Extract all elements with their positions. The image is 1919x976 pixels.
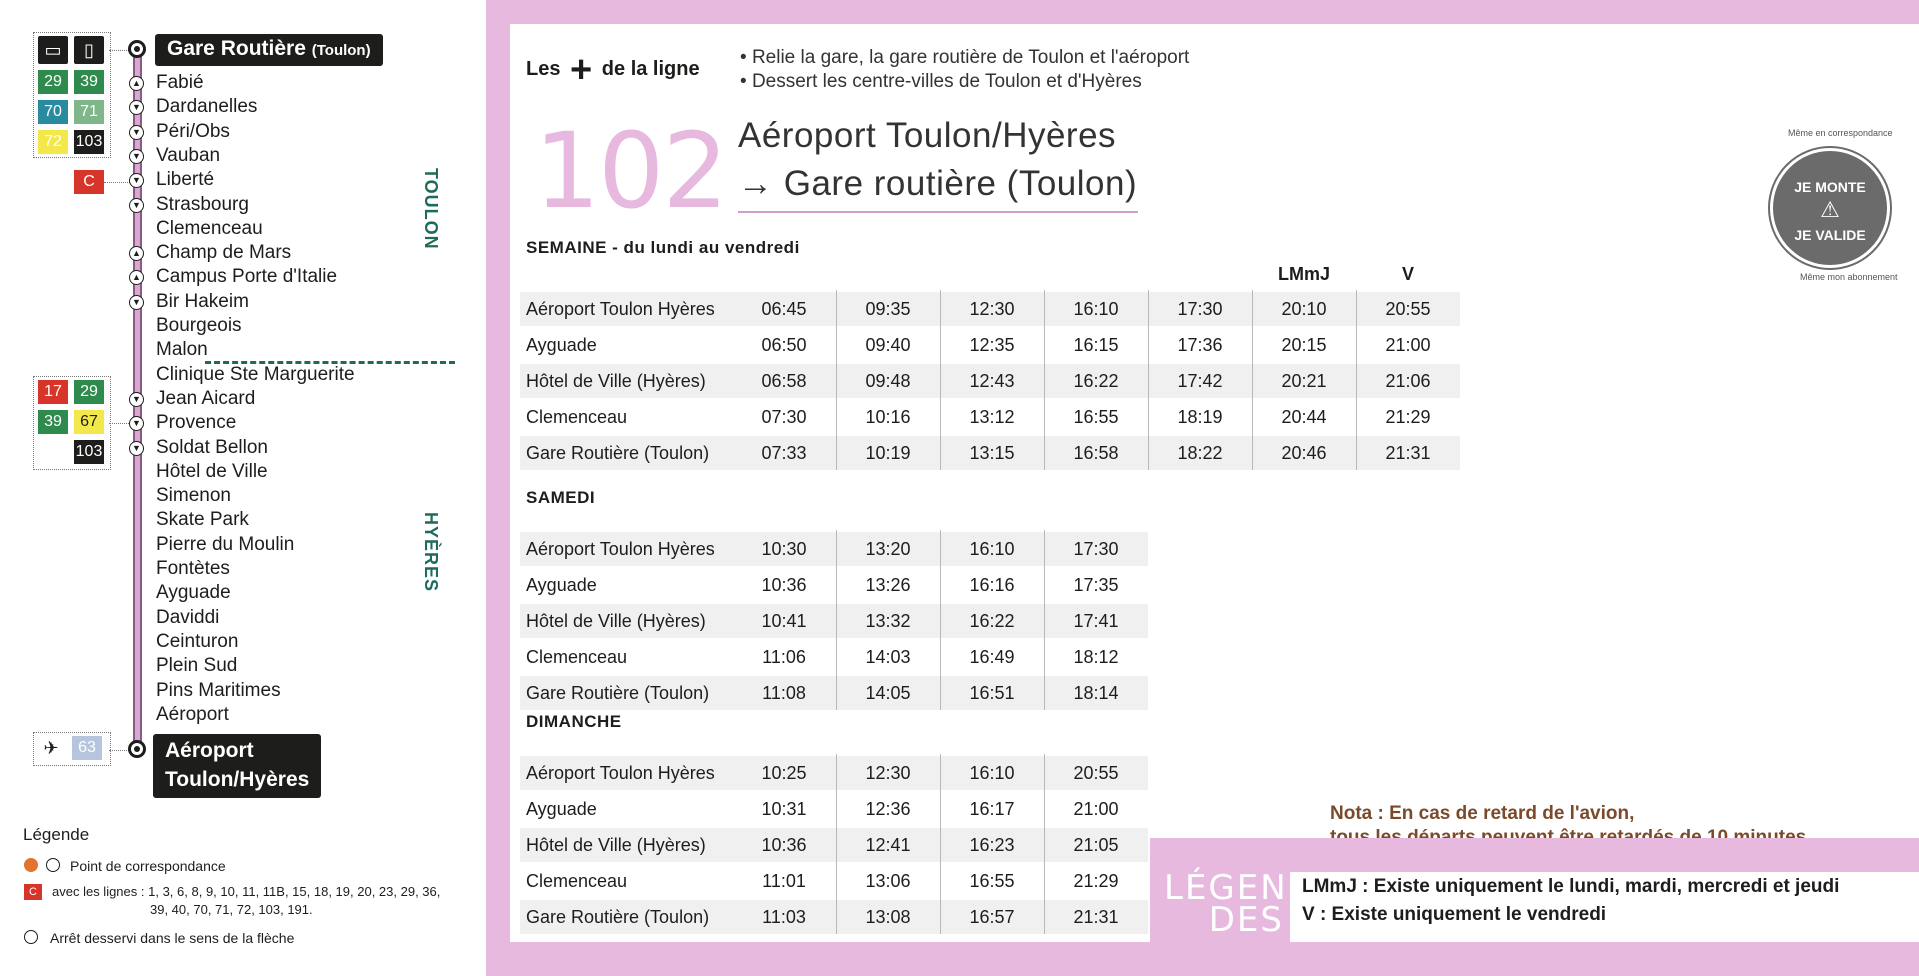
timetable-row [520,400,1460,434]
arrow-down-icon: ▼ [129,416,144,431]
arrow-down-icon: ▼ [129,100,144,115]
plus-label-right: de la ligne [601,58,700,80]
departure-time: 16:51 [969,683,1015,703]
correspondence-dot-icon [24,858,38,872]
departure-time: 16:16 [969,575,1015,595]
terminus-dot-bottom [128,740,146,758]
departure-time: 20:46 [1281,443,1327,463]
departure-time: 13:06 [865,871,911,891]
departure-time: 21:29 [1385,407,1431,427]
timetable-card [486,0,1919,976]
departure-time: 20:44 [1281,407,1327,427]
stop-label: Pins Maritimes [156,679,281,701]
timetable-row [520,640,1148,674]
section-title-semaine: SEMAINE - du lundi au vendredi [526,238,800,257]
stop-label: Ayguade [156,582,231,604]
legend-c-badge: C [24,884,42,900]
departure-time: 13:08 [865,907,911,927]
departure-time: 16:49 [969,647,1015,667]
departure-time: 16:55 [1073,407,1119,427]
departure-time: 21:06 [1385,371,1431,391]
departure-time: 16:57 [969,907,1015,927]
bus-icon: ▭ [38,36,68,64]
timetable-row [520,364,1460,398]
departure-time: 18:14 [1073,683,1119,703]
departure-time: 20:21 [1281,371,1327,391]
terminus-label-top [155,34,383,66]
line-badge-17: 17 [38,380,68,404]
validation-stamp [1770,148,1890,268]
departure-time: 13:15 [969,443,1015,463]
departure-time: 12:30 [969,299,1015,319]
timetable-stop-name: Aéroport Toulon Hyères [526,299,715,319]
departure-time: 20:55 [1385,299,1431,319]
timetable-stop-name: Gare Routière (Toulon) [526,443,710,463]
departure-time: 09:48 [865,371,911,391]
arrow-down-icon: ▼ [129,149,144,164]
highlight-1: Relie la gare, la gare routière de Toulon et l'aéroport [751,47,1190,68]
departure-time: 06:50 [761,335,807,355]
legend-c-lines-2: 39, 40, 70, 71, 72, 103, 191. [150,902,313,917]
timetable-row [520,328,1460,362]
timetable-stop-name: Ayguade [526,799,597,819]
departure-time: 16:17 [969,799,1015,819]
stop-label: Provence [156,412,237,434]
terminus-dot-top [128,40,146,58]
route-map-panel [0,0,480,976]
destination-from: Aéroport Toulon/Hyères [738,116,1117,155]
stop-label: Vauban [156,144,221,166]
stop-label: Pierre du Moulin [156,533,295,555]
column-divider [1044,290,1045,470]
column-divider [1044,754,1045,934]
column-divider [836,290,837,470]
timetable-stop-name: Hôtel de Ville (Hyères) [526,835,706,855]
stop-label: Jean Aicard [156,387,256,409]
arrow-down-icon: ▼ [129,173,144,188]
departure-time: 06:45 [761,299,807,319]
departure-time: 10:30 [761,539,807,559]
plus-label-left: Les [526,58,561,80]
stop-label: Hôtel de Ville [156,460,268,482]
arrow-up-icon: ▲ [129,246,144,261]
plus-icon: + [570,48,593,91]
line-badge-72: 72 [38,130,68,154]
departure-time: 20:10 [1281,299,1327,319]
highlight-2: Dessert les centre-villes de Toulon et d'Hyères [751,71,1142,92]
timetable-row [520,792,1148,826]
timetable-row [520,900,1148,934]
departure-time: 17:36 [1177,335,1223,355]
timetable-stop-name: Hôtel de Ville (Hyères) [526,371,706,391]
line-badge-70: 70 [38,100,68,124]
timetable-stop-name: Clemenceau [526,871,628,891]
stop-label: Bir Hakeim [156,290,249,312]
section-title-samedi: SAMEDI [526,488,596,507]
arrow-up-icon [24,930,38,944]
departure-time: 10:19 [865,443,911,463]
line-badge-c: C [74,170,104,194]
departure-time: 14:05 [865,683,911,703]
departure-time: 17:41 [1073,611,1119,631]
departure-time: 10:41 [761,611,807,631]
timetable-row [520,532,1148,566]
stamp-bottom: JE VALIDE [1794,227,1866,243]
warning-triangle-icon: ⚠ [1820,197,1840,222]
stop-label: Simenon [156,485,231,507]
departure-time: 12:36 [865,799,911,819]
departure-time: 12:30 [865,763,911,783]
departure-time: 17:30 [1177,299,1223,319]
departure-time: 16:22 [969,611,1015,631]
column-divider [940,754,941,934]
line-badge-29b: 29 [74,380,104,404]
column-divider [1252,290,1253,470]
legend-word [1164,868,1288,940]
line-badge-103: 103 [74,130,104,154]
departure-time: 21:31 [1073,907,1119,927]
departure-time: 16:10 [969,539,1015,559]
stop-label: Bourgeois [156,315,242,336]
stop-label: Strasbourg [156,193,249,215]
nota-line-1: Nota : En cas de retard de l'avion, [1330,803,1635,824]
terminus-label-bottom [153,734,321,798]
timetable-card-inner [510,24,1919,942]
departure-time: 12:41 [865,835,911,855]
stamp-top: JE MONTE [1794,179,1866,195]
train-icon: ▯ [74,36,104,64]
stop-label: Skate Park [156,509,249,531]
city-label-toulon: TOULON [421,168,441,250]
timetable-row [520,292,1460,326]
departure-time: 13:12 [969,407,1015,427]
destination-to-text: Gare routière (Toulon) [783,164,1138,203]
departure-time: 21:31 [1385,443,1431,463]
legend-c-prefix: avec les lignes : [52,884,145,899]
stop-label: Aéroport [156,703,229,725]
column-divider [940,530,941,710]
timetable-stop-name: Gare Routière (Toulon) [526,907,710,927]
departure-time: 21:00 [1385,335,1431,355]
departure-time: 13:32 [865,611,911,631]
destination-underline [738,211,1138,213]
column-divider [836,754,837,934]
departure-time: 11:08 [762,683,806,703]
legend-point: Point de correspondance [70,858,226,874]
column-divider [836,530,837,710]
timetable-stop-name: Ayguade [526,575,597,595]
departure-time: 21:05 [1073,835,1119,855]
departure-time: 13:20 [865,539,911,559]
city-label-hyeres: HYÈRES [421,512,441,593]
line-number: 102 [534,110,727,232]
column-divider [1148,290,1149,470]
legend-lmmj: LMmJ : Existe uniquement le lundi, mardi, mercredi et jeudi [1302,876,1840,897]
departure-time: 16:23 [969,835,1015,855]
timetable-stop-name: Clemenceau [526,407,628,427]
column-divider [940,290,941,470]
arrow-down-icon: ▼ [129,295,144,310]
departure-time: 16:15 [1073,335,1119,355]
column-divider [1044,530,1045,710]
stop-label: Liberté [156,169,215,191]
stop-label: Malon [156,339,208,361]
departure-time: 07:33 [761,443,807,463]
legend-c-lines [52,884,440,900]
timetable-stop-name: Gare Routière (Toulon) [526,683,710,703]
stop-label: Clinique Ste Marguerite [156,363,355,385]
departure-time: 11:06 [762,647,806,667]
arrow-down-icon: ▼ [129,125,144,140]
arrow-down-icon: ▼ [129,198,144,213]
timetable-stop-name: Clemenceau [526,647,628,667]
arrow-down-icon: ▼ [129,441,144,456]
stop-label: Péri/Obs [156,120,230,142]
departure-time: 11:01 [762,871,806,891]
line-badge-39b: 39 [38,410,68,434]
terminus-top-sub: (Toulon) [311,42,371,59]
stop-label: Plein Sud [156,655,238,677]
line-badge-39: 39 [74,70,104,94]
timetable-stop-name: Aéroport Toulon Hyères [526,539,715,559]
timetable-stop-name: Aéroport Toulon Hyères [526,763,715,783]
line-badge-71: 71 [74,100,104,124]
legend-arrow: Arrêt desservi dans le sens de la flèche [50,930,295,946]
legend-word-1: LÉGEN [1164,868,1288,908]
line-badge-103b: 103 [74,440,104,464]
line-highlights: • Relie la gare, la gare routière de Toulon et l'aéroport • Dessert les centre-villes de Toulon et d'Hyères [740,47,1190,92]
departure-time: 20:15 [1281,335,1327,355]
column-head: V [1401,264,1414,284]
stop-label: Champ de Mars [156,242,292,264]
departure-time: 09:35 [865,299,911,319]
column-divider [1356,290,1357,470]
departure-time: 18:19 [1177,407,1223,427]
legend-c-lines-1: 1, 3, 6, 8, 9, 10, 11, 11B, 15, 18, 19, 20, 23, 29, 36, [148,884,441,899]
line-badge-67: 67 [74,410,104,434]
departure-time: 21:00 [1073,799,1119,819]
timetable-row [520,604,1148,638]
departure-time: 07:30 [761,407,807,427]
column-head: LMmJ [1277,264,1330,284]
departure-time: 10:36 [761,575,807,595]
plane-icon: ✈ [36,734,66,762]
timetable-stop-name: Ayguade [526,335,597,355]
departure-time: 16:10 [1073,299,1119,319]
stamp-arc-top: Même en correspondance [1788,128,1893,138]
legend-title: Légende [23,825,90,844]
departure-time: 09:40 [865,335,911,355]
plus-label [526,48,700,91]
departure-time: 10:36 [761,835,807,855]
departure-time: 16:58 [1073,443,1119,463]
terminus-bottom-line2: Toulon/Hyères [165,768,310,791]
section-title-dimanche: DIMANCHE [526,712,622,731]
legend-v: V : Existe uniquement le vendredi [1302,904,1607,925]
stop-label: Ceinturon [156,630,239,652]
departure-time: 18:12 [1073,647,1119,667]
timetable-row [520,864,1148,898]
departure-time: 12:35 [969,335,1015,355]
departure-time: 16:55 [969,871,1015,891]
stop-label: Clemenceau [156,217,263,239]
timetable-row [520,568,1148,602]
stamp-arc-bottom: Même mon abonnement [1800,272,1898,282]
departure-time: 14:03 [865,647,911,667]
departure-time: 17:42 [1177,371,1223,391]
departure-time: 06:58 [761,371,807,391]
departure-time: 12:43 [969,371,1015,391]
departure-time: 21:29 [1073,871,1119,891]
line-badge-29: 29 [38,70,68,94]
city-separator [205,361,455,364]
line-badge-63: 63 [72,736,102,760]
timetable-row [520,436,1460,470]
terminus-bottom-line1: Aéroport [165,739,254,762]
stop-label: Dardanelles [156,96,258,118]
timetable-row [520,828,1148,862]
timetable-row [520,756,1148,790]
departure-time: 18:22 [1177,443,1223,463]
departure-time: 11:03 [762,907,806,927]
departure-time: 10:16 [865,407,911,427]
arrow-up-icon: ▲ [129,270,144,285]
departure-time: 16:10 [969,763,1015,783]
terminus-top-name: Gare Routière [167,37,306,60]
departure-time: 17:35 [1073,575,1119,595]
arrow-down-icon: ▼ [129,392,144,407]
timetable-stop-name: Hôtel de Ville (Hyères) [526,611,706,631]
departure-time: 10:25 [761,763,807,783]
departure-time: 13:26 [865,575,911,595]
departure-time: 16:22 [1073,371,1119,391]
departure-time: 20:55 [1073,763,1119,783]
stop-label: Fabié [156,72,204,93]
stop-label: Fontètes [156,558,230,579]
destination-to: → Gare routière (Toulon) [738,164,1138,203]
arrow-circle-icon [46,858,60,872]
timetable-row [520,676,1148,710]
stop-label: Daviddi [156,606,220,628]
departure-time: 10:31 [761,799,807,819]
departure-time: 17:30 [1073,539,1119,559]
arrow-up-icon: ▲ [129,76,144,91]
stop-label: Soldat Bellon [156,436,268,458]
stop-label: Campus Porte d'Italie [156,266,338,288]
legend-word-2: DES [1208,900,1284,940]
